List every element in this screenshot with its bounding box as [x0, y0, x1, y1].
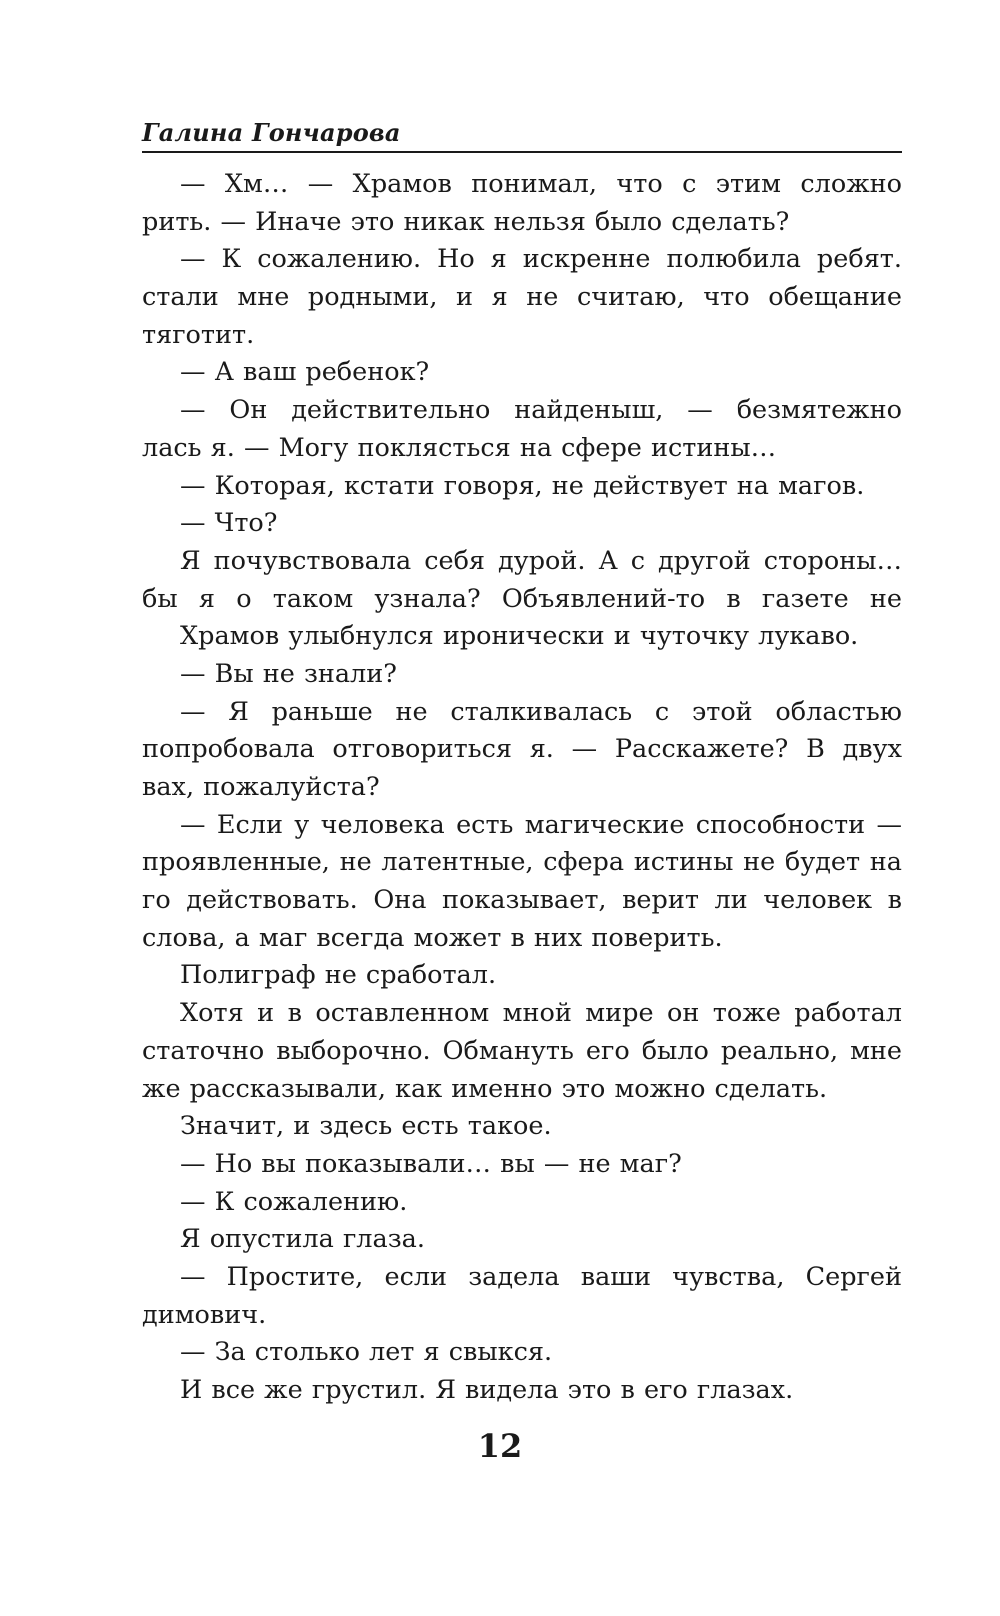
running-header-author: Галина Гончарова	[142, 118, 401, 147]
text-line: тяготит.	[142, 319, 255, 350]
text-line: Храмов улыбнулся иронически и чуточку лукаво.	[180, 621, 859, 652]
text-line: Полиграф не сработал.	[180, 960, 497, 991]
text-line: — Вы не знали?	[180, 658, 397, 689]
text-line: — Но вы показывали… вы — не маг?	[180, 1148, 682, 1179]
text-line: — Я раньше не сталкивалась с этой областью	[180, 696, 902, 727]
text-line: лась я. — Могу поклясться на сфере истины…	[142, 432, 777, 463]
text-line: рить. — Иначе это никак нельзя было сделать?	[142, 206, 790, 237]
text-line: — Если у человека есть магические способности —	[180, 809, 902, 840]
text-line: бы я о таком узнала? Объявлений-то в газете не	[142, 583, 902, 614]
header-rule	[142, 151, 902, 153]
text-line: го действовать. Она показывает, верит ли человек в	[142, 885, 902, 916]
text-line: проявленные, не латентные, сфера истины не будет на	[142, 847, 902, 878]
text-line: Я почувствовала себя дурой. А с другой стороны…	[180, 545, 902, 576]
text-line: — Что?	[180, 508, 278, 539]
body-text	[142, 166, 902, 1410]
text-line: — Он действительно найденыш, — безмятежно	[180, 395, 902, 426]
text-line: слова, а маг всегда может в них поверить.	[142, 922, 723, 953]
text-line: — Которая, кстати говоря, не действует на магов.	[180, 470, 865, 501]
text-line: вах, пожалуйста?	[142, 772, 380, 802]
text-line: — За столько лет я свыкся.	[180, 1337, 553, 1368]
text-line: Значит, и здесь есть такое.	[180, 1111, 552, 1142]
text-line: — А ваш ребенок?	[180, 357, 430, 388]
text-line: — Хм… — Храмов понимал, что с этим сложно	[180, 169, 902, 199]
text-line: стали мне родными, и я не считаю, что обещание	[142, 282, 902, 313]
text-line: попробовала отговориться я. — Расскажете? В двух	[142, 734, 902, 765]
page-number: 12	[477, 1427, 523, 1465]
text-line: — К сожалению.	[180, 1186, 408, 1217]
text-line: — К сожалению. Но я искренне полюбила ребят.	[180, 244, 902, 275]
text-line: — Простите, если задела ваши чувства, Сергей	[180, 1261, 902, 1292]
text-line: И все же грустил. Я видела это в его глазах.	[180, 1375, 794, 1405]
text-line: Я опустила глаза.	[180, 1224, 425, 1255]
text-line: же рассказывали, как именно это можно сделать.	[142, 1073, 828, 1104]
text-line: димович.	[142, 1299, 267, 1330]
text-line: Хотя и в оставленном мной мире он тоже работал	[180, 998, 902, 1029]
text-line: статочно выборочно. Обмануть его было реально, мне	[142, 1035, 902, 1066]
